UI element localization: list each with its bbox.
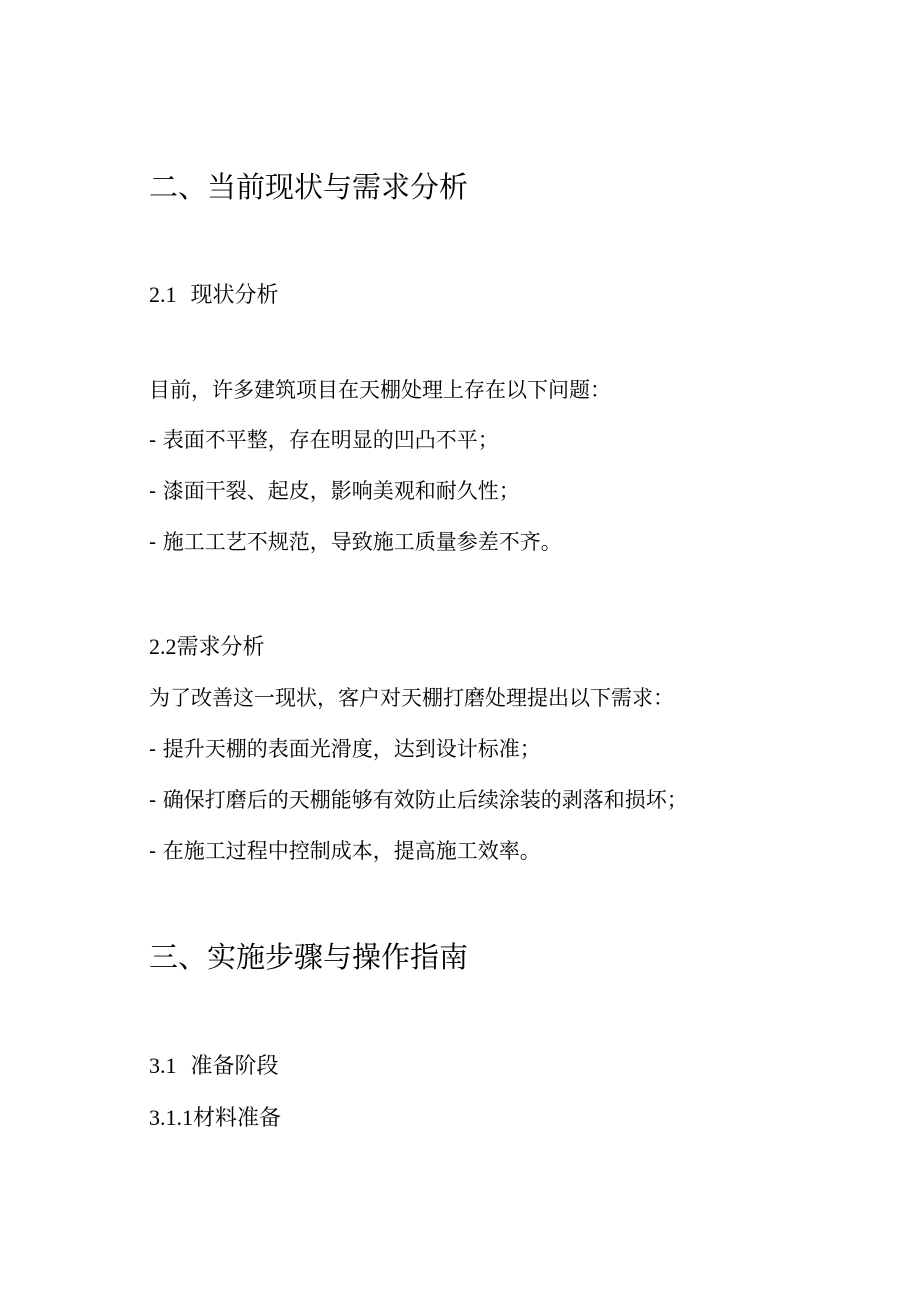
list-item: - 表面不平整，存在明显的凹凸不平； — [149, 428, 499, 452]
section-3-heading: 三、实施步骤与操作指南 — [149, 940, 469, 974]
subsection-2-1-number: 2.1 — [149, 282, 177, 307]
subsection-3-1-1-heading — [149, 1107, 281, 1130]
subsection-3-1-1-title: 材料准备 — [193, 1106, 282, 1131]
subsection-2-1-intro: 目前，许多建筑项目在天棚处理上存在以下问题： — [149, 378, 611, 402]
subsection-3-1-1-number: 3.1.1 — [149, 1105, 193, 1130]
subsection-3-1-heading — [149, 1055, 279, 1078]
subsection-2-2-title: 需求分析 — [176, 635, 265, 660]
list-item: - 确保打磨后的天棚能够有效防止后续涂装的剥落和损坏； — [149, 788, 688, 812]
subsection-2-1-title: 现状分析 — [190, 283, 279, 308]
subsection-2-2-intro: 为了改善这一现状，客户对天棚打磨处理提出以下需求： — [149, 686, 674, 710]
list-item: - 漆面干裂、起皮，影响美观和耐久性； — [149, 479, 520, 503]
list-item: - 施工工艺不规范，导致施工质量参差不齐。 — [149, 530, 562, 554]
subsection-3-1-number: 3.1 — [149, 1053, 177, 1078]
subsection-2-1-heading — [149, 284, 279, 307]
subsection-2-2-number: 2.2 — [149, 634, 177, 659]
subsection-2-2-heading — [149, 636, 265, 659]
list-item: - 提升天棚的表面光滑度，达到设计标准； — [149, 737, 541, 761]
list-item: - 在施工过程中控制成本，提高施工效率。 — [149, 839, 541, 863]
subsection-3-1-title: 准备阶段 — [190, 1054, 279, 1079]
section-2-heading: 二、当前现状与需求分析 — [149, 170, 469, 204]
